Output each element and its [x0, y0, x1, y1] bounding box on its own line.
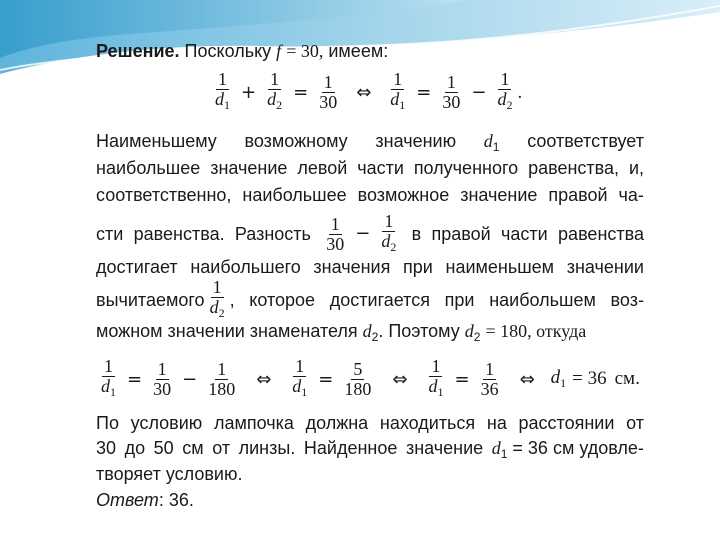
intro-text: Поскольку	[184, 41, 272, 61]
equivalence-arrow-icon: ⇔	[256, 368, 272, 390]
fraction-1-over-180: $\frac{1}{180}$	[208, 358, 236, 399]
word: достигается	[329, 290, 430, 310]
word: находиться	[379, 413, 476, 433]
text: . Поэтому	[378, 321, 460, 341]
d1-value-phrase: $d_1 = 36$ см удовле-	[491, 438, 644, 461]
paragraph1-line4	[96, 212, 644, 256]
denominator: $d_1$	[215, 89, 230, 112]
word: условию	[130, 413, 203, 433]
word: равенства	[558, 224, 644, 244]
denominator: 30	[319, 92, 338, 112]
word: линзы.	[238, 438, 296, 458]
word: наибольшее	[96, 158, 201, 178]
word: значения	[313, 257, 391, 277]
numerator: 1	[218, 69, 227, 89]
word: воз-	[610, 290, 644, 310]
fraction-1-over-d1: $\frac{1}{d_1}$	[292, 355, 308, 399]
word: 30	[96, 438, 117, 458]
minus-sign: −	[471, 82, 487, 103]
word: значение	[210, 158, 288, 178]
result-value: = 36	[572, 368, 607, 389]
denominator: $d_2$	[497, 89, 513, 112]
f-variable: f	[276, 41, 282, 61]
word: должна	[305, 413, 369, 433]
word: полученного	[413, 158, 519, 178]
word: значении	[566, 257, 644, 277]
equals-sign: =	[318, 368, 334, 390]
equivalence-arrow-icon: ⇔	[392, 368, 408, 390]
word: вычитаемого	[96, 290, 205, 310]
word: достигает	[96, 257, 178, 277]
equals-sign: =	[416, 82, 432, 103]
paragraph1-line5	[96, 256, 644, 278]
word: наибольшем	[489, 290, 596, 310]
word: при	[403, 257, 433, 277]
fraction-1-over-d2: $\frac{1}{d_2}$	[209, 276, 225, 320]
word: до	[124, 438, 146, 458]
word: части	[357, 158, 404, 178]
numerator: 1	[393, 69, 403, 89]
fraction-1-over-d2	[495, 70, 514, 115]
have-text: имеем:	[328, 41, 389, 61]
fraction-1-over-36: $\frac{1}{36}$	[480, 358, 499, 399]
paragraph2-line3	[96, 463, 242, 485]
word: которое	[249, 290, 316, 310]
word: и,	[628, 158, 644, 178]
denominator: $d_1$	[390, 89, 406, 112]
fraction-1-over-d2: $\frac{1}{d_2}$	[381, 210, 397, 254]
word: равенства,	[528, 158, 620, 178]
plus-sign: +	[241, 82, 257, 103]
word: от	[626, 413, 644, 433]
text: можном значении знаменателя	[96, 321, 358, 341]
word: сти	[96, 224, 124, 244]
numerator: 1	[270, 69, 280, 89]
word: По	[96, 413, 119, 433]
word: Разность	[234, 224, 311, 244]
equals-sign: =	[293, 82, 309, 103]
d1-result: $d_1$	[550, 367, 567, 390]
word: на	[486, 413, 507, 433]
fraction-1-over-d1	[213, 70, 232, 115]
answer-label: Ответ	[96, 490, 159, 510]
word: см	[182, 438, 204, 458]
equivalence-arrow-icon: ⇔	[519, 368, 535, 390]
lens-equation	[96, 70, 720, 115]
equals-sign: =	[454, 368, 470, 390]
numerator: 1	[323, 72, 333, 92]
word: Найденное	[303, 438, 398, 458]
word: значение	[460, 185, 538, 205]
numerator: 1	[500, 69, 510, 89]
denominator: 30	[442, 92, 461, 112]
word: в	[411, 224, 422, 244]
f-value: = 30,	[286, 41, 324, 61]
denominator: $d_2$	[267, 89, 283, 112]
word: части	[501, 224, 548, 244]
paragraph1-line1	[96, 130, 644, 158]
paragraph1-line3	[96, 184, 644, 206]
word: соответствует	[527, 131, 644, 151]
d2-variable: $d_2$	[464, 321, 481, 344]
paragraph2-line2	[96, 437, 644, 465]
word: правой	[548, 185, 608, 205]
word: равенства.	[133, 224, 225, 244]
word: Наименьшему	[96, 131, 217, 151]
result-unit: см.	[614, 368, 640, 389]
numerator: 1	[446, 72, 456, 92]
word: возможное	[357, 185, 450, 205]
fraction-1-over-d1	[388, 70, 407, 115]
equivalence-arrow-icon: ⇔	[356, 82, 372, 103]
solution-heading-line	[96, 40, 388, 62]
word: левой	[297, 158, 348, 178]
word: от	[212, 438, 231, 458]
fraction-1-over-30: $\frac{1}{30}$	[326, 213, 345, 254]
minus-sign: −	[355, 223, 371, 244]
answer-value: : 36.	[158, 490, 194, 510]
word: значение	[405, 438, 484, 458]
word: лампочка	[213, 413, 294, 433]
word: 50	[153, 438, 174, 458]
fraction-5-over-180: $\frac{5}{180}$	[344, 358, 372, 399]
fraction-1-over-30	[440, 73, 462, 112]
paragraph1-line6	[96, 278, 644, 322]
d1-variable: $d_1$	[483, 131, 500, 154]
minus-sign: −	[182, 368, 198, 390]
d2-variable: $d_2$	[362, 321, 379, 344]
difference-expression	[321, 212, 401, 257]
word: при	[444, 290, 475, 310]
paragraph1-line7	[96, 320, 586, 348]
fraction-1-over-d1: $\frac{1}{d_1}$	[101, 355, 116, 399]
fraction-1-over-d1: $\frac{1}{d_1}$	[428, 355, 444, 399]
word: наибольшее	[242, 185, 347, 205]
word: расстоянии	[518, 413, 615, 433]
solution-heading: Решение.	[96, 41, 180, 61]
word: наименьшем	[445, 257, 555, 277]
word: правой	[431, 224, 491, 244]
answer-line	[96, 489, 194, 511]
text: = 180, откуда	[485, 321, 587, 341]
word: ча-	[618, 185, 644, 205]
word: наибольшего	[190, 257, 301, 277]
period: .	[517, 81, 523, 103]
paragraph1-line2	[96, 157, 644, 179]
text: творяет условию.	[96, 464, 243, 484]
fraction-1-over-30	[317, 73, 339, 112]
word: значению	[375, 131, 457, 151]
paragraph2-line1	[96, 412, 644, 434]
word: соответственно,	[96, 185, 232, 205]
solution-equation-chain	[96, 354, 644, 404]
word: возможному	[244, 131, 348, 151]
equals-sign: =	[127, 368, 143, 390]
fraction-1-over-d2	[265, 70, 284, 115]
subtrahend-phrase: вычитаемого $\frac{1}{d_2}$ ,	[96, 278, 235, 323]
fraction-1-over-30: $\frac{1}{30}$	[153, 358, 172, 399]
